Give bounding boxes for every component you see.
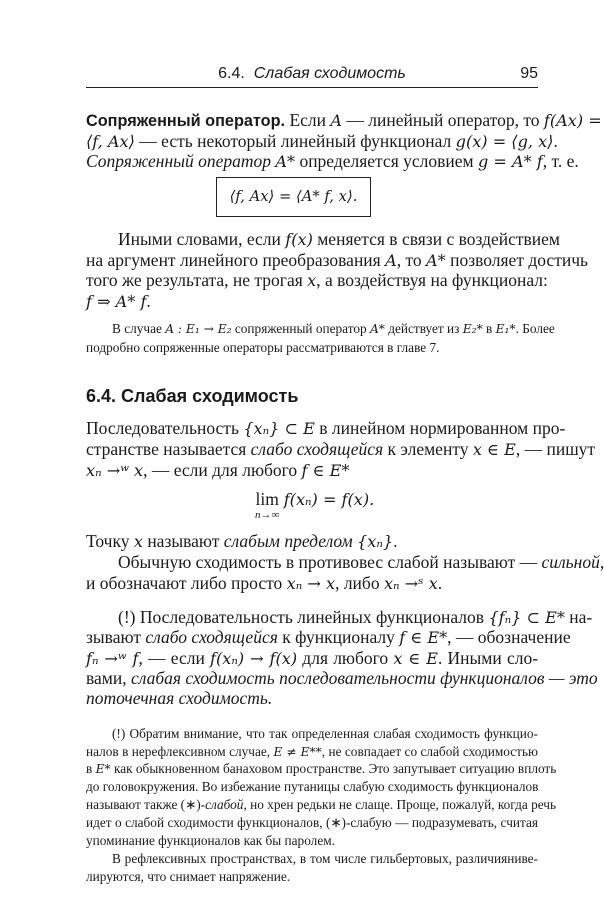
text-segment: налов в нерефлексивном случае, [86,744,274,759]
emphasis-text: слабо сходящейся [250,439,384,459]
text-line [86,460,538,481]
text-line [86,832,538,849]
text-segment: . Иными сло- [437,648,539,668]
text-segment: определяется условием [295,151,478,171]
text-segment: , — если [138,648,211,668]
text-segment: , — обозначение [447,627,571,647]
text-line [86,688,538,708]
math-expression: g(x) = ⟨g, x⟩ [455,132,554,151]
math-expression: xₙ →ʷ x [86,461,144,480]
text-line [86,796,557,813]
emphasis-text: Сопряженный оператор [86,151,276,171]
text-segment: В рефлексивных пространствах, в том числе гильбертовых, различияниве- [112,851,538,866]
text-line [86,110,602,131]
math-expression: fₙ →ʷ f [86,649,139,668]
text-segment: , — пишут [515,439,596,459]
text-segment: лируются, что снимает напряжение. [86,869,291,884]
text-segment: . [553,131,558,151]
emphasis-text: слабой [205,797,244,812]
text-segment: подробно сопряженные операторы рассматриваются в главе 7. [86,340,440,355]
text-segment: Иными словами, если [118,229,286,249]
math-expression: E* [95,762,111,776]
text-segment: — линейный оператор, то [342,110,544,130]
text-segment: как обыкновенном банаховом пространстве. Это запутывает ситуацию вплоть [110,761,557,776]
text-line [86,418,566,439]
text-segment: . [437,573,443,593]
text-line [86,668,598,688]
text-segment: меняется в связи с воздействием [312,229,561,249]
emphasis-text: поточечная сходимость. [86,688,273,708]
math-expression: g = A* f [477,152,543,171]
text-segment: к элементу [383,439,473,459]
text-line [86,439,596,460]
text-segment: . [393,531,398,551]
math-expression: {xₙ} ⊂ E [243,419,315,438]
text-segment: , но хрен редьки не слаще. Проще, пожалуй, когда речь [243,797,557,812]
text-segment: , т. е. [542,151,579,171]
math-expression: xₙ → x [286,574,336,593]
text-line [118,552,604,572]
text-segment: Точку [86,531,134,551]
lim-expression: f(xₙ) = f(x). [283,490,375,509]
text-segment: позволяет достичь [445,250,588,270]
math-expression: E₂* [462,322,483,336]
emphasis-text: слабая сходимость последовательности функционалов — это [131,668,598,688]
text-segment: , либо [335,573,384,593]
text-segment: , [599,552,604,572]
section-heading: 6.4. Слабая сходимость [86,386,299,406]
text-segment: (!) Обратим внимание, что так определенная слабая сходимость функцио- [112,726,538,741]
formula-box [216,177,371,217]
text-segment: , — если для любого [143,460,302,480]
limit-formula [255,489,374,520]
text-segment: Обычную сходимость в противовес слабой называют — [118,552,542,572]
text-segment: (!) Последовательность линейных функционалов [118,607,489,627]
math-expression: E ≠ E** [273,745,322,759]
text-segment: на аргумент линейного преобразования [86,250,386,270]
text-line [86,270,548,291]
header-section-number: 6.4. [218,65,245,82]
text-line [118,607,593,628]
text-line [86,868,538,885]
text-line [86,648,538,669]
emphasis-text: сильной [541,552,600,572]
text-segment: , то [396,250,427,270]
text-segment: действует из [384,321,463,336]
text-segment: Последовательность [86,418,244,438]
text-line [112,320,555,338]
math-expression: x ∈ E [472,440,516,459]
text-segment: зывают [86,627,146,647]
text-line [86,743,538,761]
math-expression: f(xₙ) → f(x) [210,649,298,668]
math-expression: A* [369,322,385,336]
page-number: 95 [520,65,538,82]
math-expression: A* [426,251,446,270]
math-expression: f(Ax) = [543,111,602,130]
text-segment: на- [564,607,593,627]
text-line [86,627,571,648]
text-segment: к функционалу [277,627,400,647]
math-expression: A [330,111,343,130]
text-line [86,573,538,594]
text-segment: В случае [112,321,166,336]
text-segment: . Более [515,321,555,336]
text-segment: странстве называется [86,439,251,459]
math-expression: x [133,532,143,551]
text-segment: вами, [86,668,131,688]
running-header [86,63,538,88]
emphasis-text: слабо сходящейся [145,627,278,647]
text-segment: Если [285,110,331,130]
text-segment: и обозначают либо просто [86,573,287,593]
math-expression: {fₙ} ⊂ E* [488,608,565,627]
text-line [86,151,579,172]
text-segment: , а воздействуя на функционал: [316,270,548,290]
text-segment: в [86,761,96,776]
lim-subscript: n→∞ [255,509,280,521]
text-segment: для любого [297,648,394,668]
text-line [86,531,538,552]
text-line [86,131,558,152]
math-expression: x [307,271,317,290]
math-expression: E₁* [495,322,516,336]
lim-label: lim [255,489,279,509]
math-expression: f ⇒ A* f [86,292,147,311]
text-segment: сопряженный оператор [231,321,370,336]
text-segment: до головокружения. Во избежание путаницы слабую сходимость функционалов [86,779,539,794]
text-line [112,725,538,742]
adjoint-formula: ⟨f, Ax⟩ = ⟨A* f, x⟩. [229,188,358,205]
text-segment: упоминание функционалов как бы паролем. [86,833,335,848]
text-line [112,850,538,867]
text-line [86,814,538,831]
text-segment: называют также (∗)- [86,797,206,812]
text-line [86,291,538,312]
math-expression: {xₙ} [357,532,394,551]
emphasis-text: слабым пределом [223,531,358,551]
math-expression: xₙ →ˢ x [383,574,438,593]
text-segment: в линейном нормированном про- [314,418,566,438]
text-line [86,778,538,795]
math-expression: f(x) [285,230,313,249]
text-segment: . [146,291,151,311]
math-expression: f ∈ E* [399,628,448,647]
text-line [86,250,588,271]
math-expression: A* [275,152,296,171]
text-line [118,229,561,250]
text-line [86,339,538,356]
text-segment: — есть некоторый линейный функционал [134,131,456,151]
header-title [86,65,538,83]
text-segment: идет о слабой сходимости функционалов, (∗)-слабую — подразумевать, считая [86,815,538,830]
math-expression: f ∈ E* [301,461,350,480]
text-segment: , не совпадает со слабой сходимостью [321,744,538,759]
math-expression: x ∈ E [393,649,438,668]
header-section-title: Слабая сходимость [253,65,406,82]
text-segment: в [482,321,496,336]
math-expression: A [385,251,397,270]
text-segment: того же результата, не трогая [86,270,308,290]
bold-term: Сопряженный оператор. [86,112,286,130]
math-expression: A : E₁ → E₂ [165,322,232,336]
text-line [86,760,557,778]
math-expression: ⟨f, Ax⟩ [86,132,135,151]
text-segment: называют [142,531,224,551]
